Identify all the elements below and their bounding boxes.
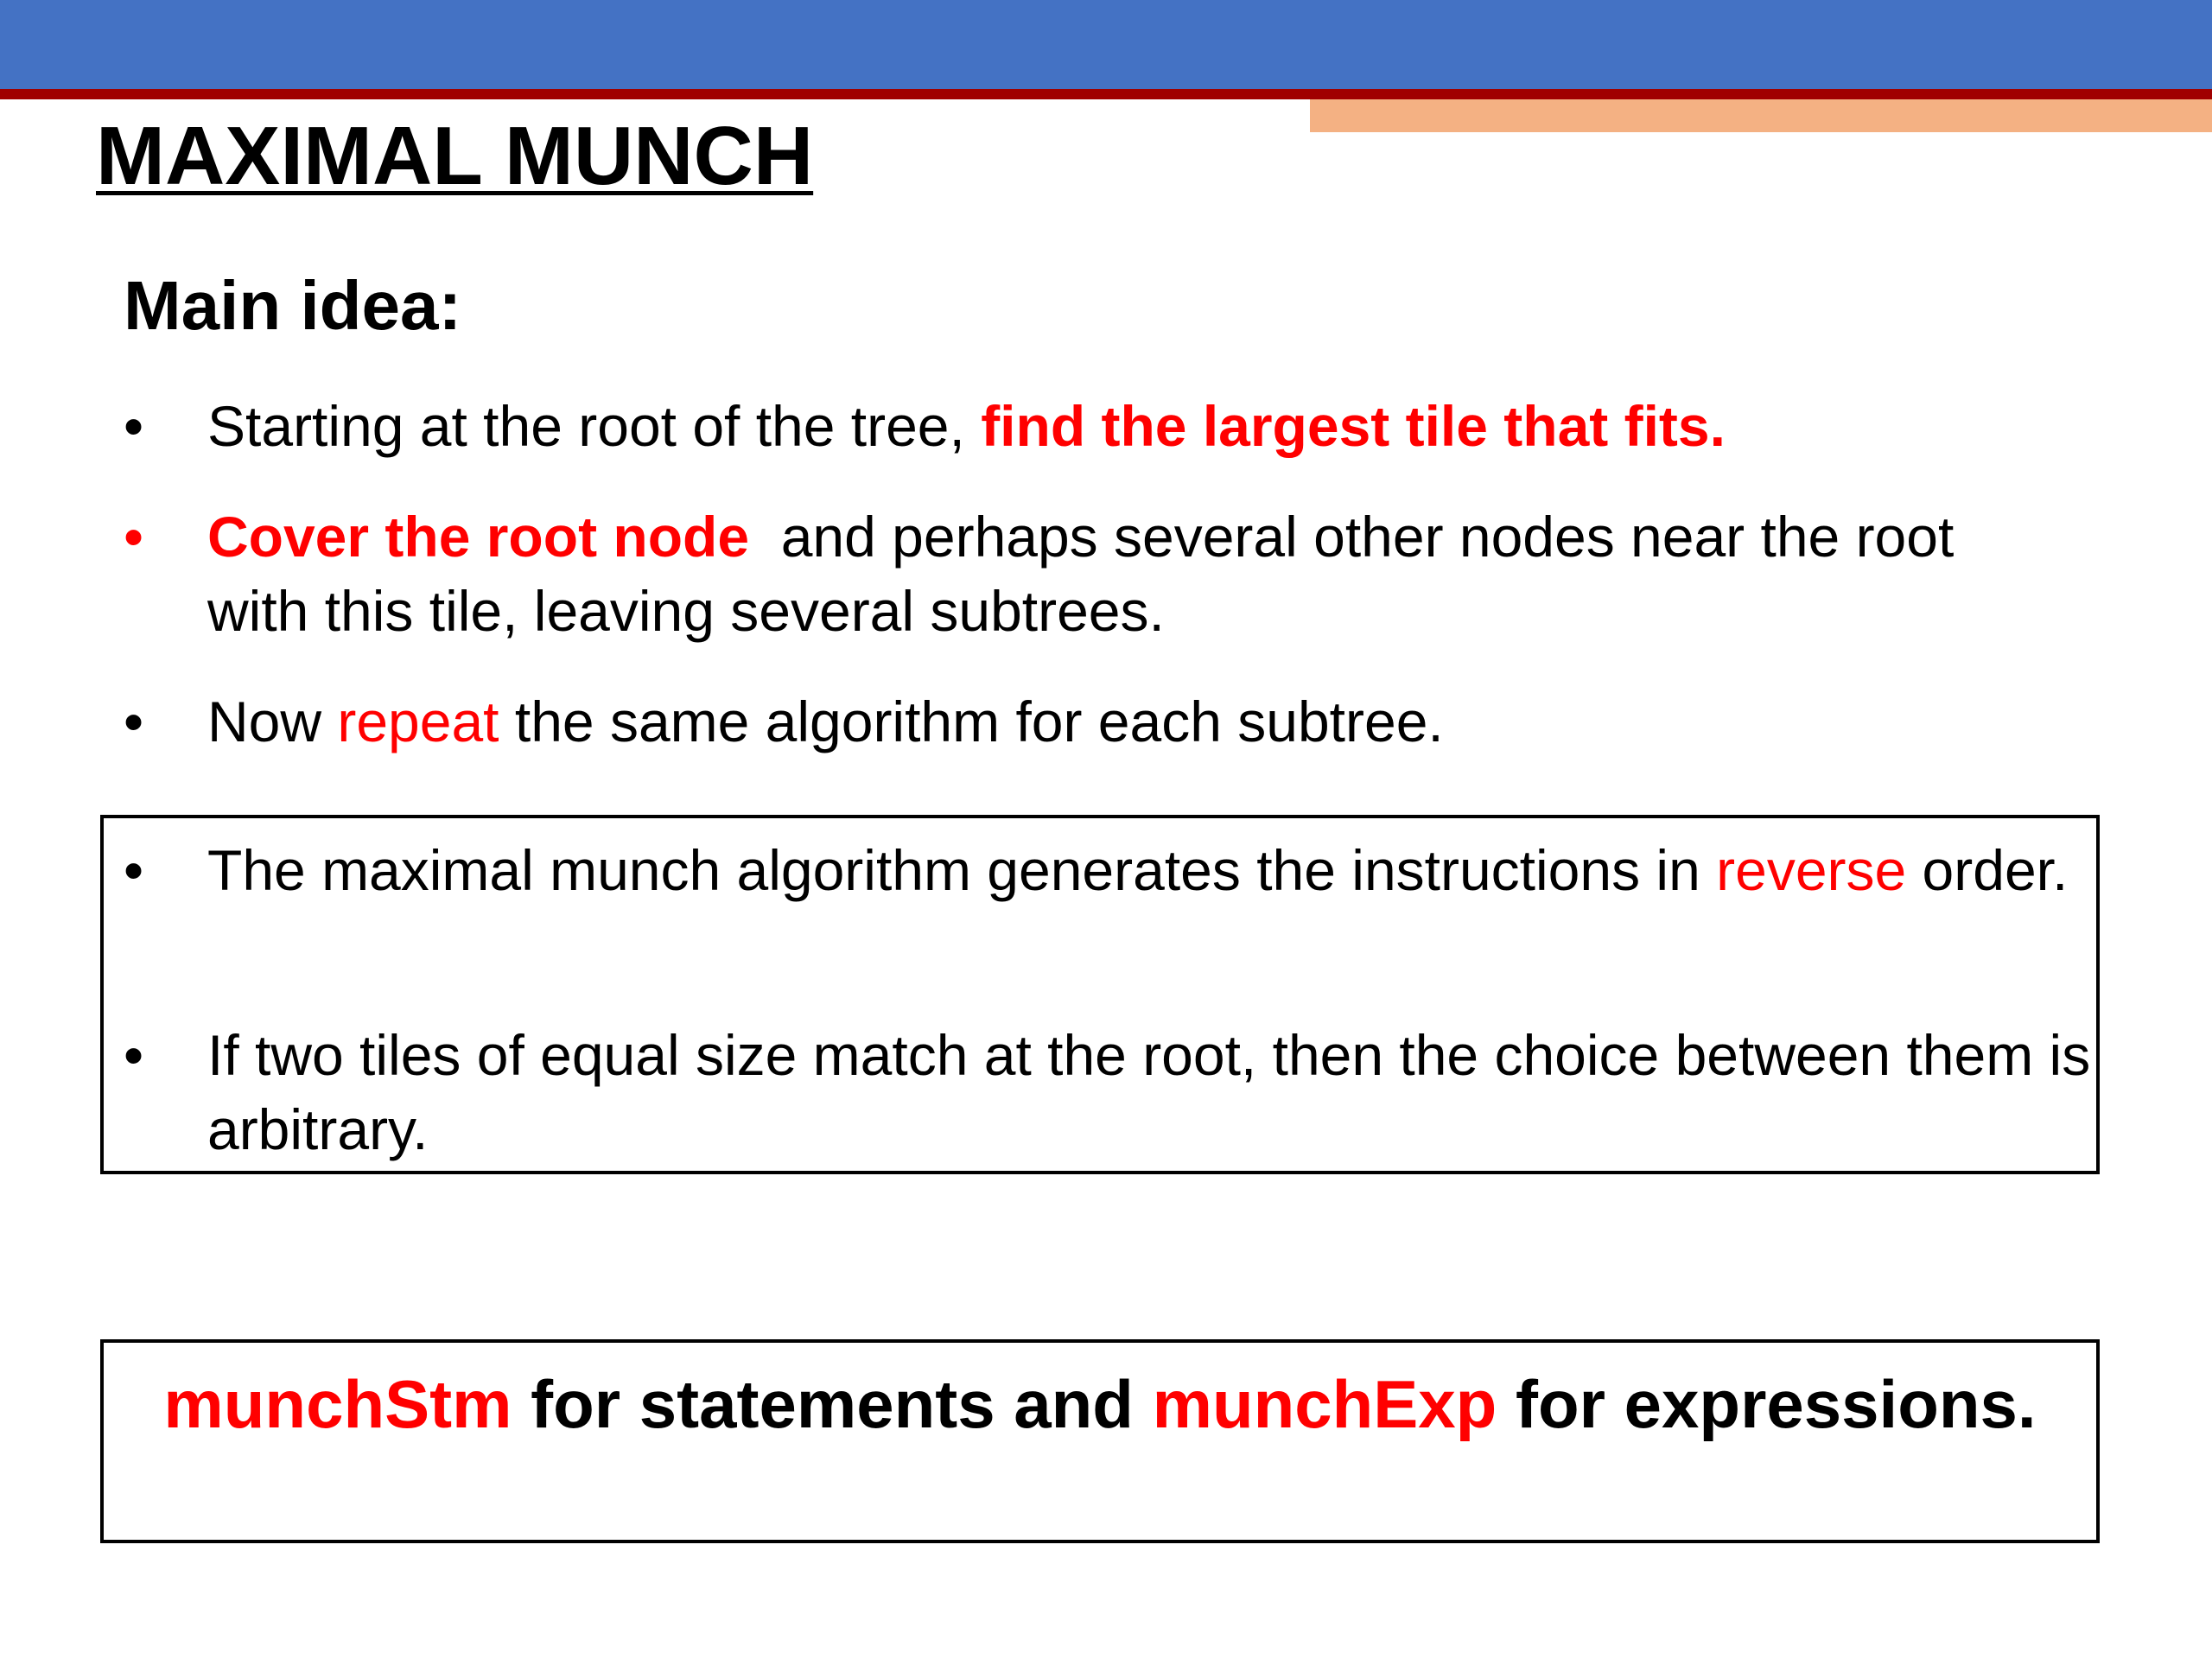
bullet-highlight-text: Cover the root node (207, 505, 750, 569)
bullet-plain-text: the same algorithm for each subtree. (499, 690, 1444, 753)
bullet-marker: • (124, 505, 144, 569)
bullet-marker: • (124, 1023, 144, 1087)
bullet-text (207, 499, 2065, 648)
header-accent-line (0, 89, 2212, 99)
bullet-text: If two tiles of equal size match at the root, then the choice between them is arbitrary. (207, 1023, 2091, 1161)
bullet-text (207, 389, 2065, 463)
main-idea-heading: Main idea: (124, 267, 462, 344)
bullet-plain-text: Starting at the root of the tree, (207, 394, 982, 458)
bullet-text (207, 833, 2091, 907)
munchstm-term: munchStm (163, 1366, 512, 1442)
slide-title: MAXIMAL MUNCH (96, 110, 814, 202)
summary-plain-text: for expressions. (1497, 1366, 2037, 1442)
bullet-plain-text: order. (1906, 838, 2069, 902)
bullet-plain-text: and perhaps several other nodes near the root with this tile, leaving several subtrees. (207, 505, 1986, 643)
bullet-marker: • (124, 690, 144, 753)
header-peach-stripe (1310, 99, 2212, 132)
munchexp-term: munchExp (1152, 1366, 1497, 1442)
bullet-text (207, 684, 2065, 759)
note-box (100, 815, 2100, 1174)
bullet-plain-text: Now (207, 690, 338, 753)
summary-plain-text: for statements and (512, 1366, 1153, 1442)
summary-box (100, 1339, 2100, 1543)
bullet-highlight-text: repeat (337, 690, 499, 753)
bullet-plain-text: The maximal munch algorithm generates the instructions in (207, 838, 1717, 902)
summary-text (104, 1360, 2096, 1448)
header-banner (0, 0, 2212, 89)
bullet-marker: • (124, 394, 144, 458)
bullet-highlight-text: find the largest tile that fits. (981, 394, 1726, 458)
bullet-highlight-text: reverse (1716, 838, 1907, 902)
bullet-marker: • (124, 838, 144, 902)
